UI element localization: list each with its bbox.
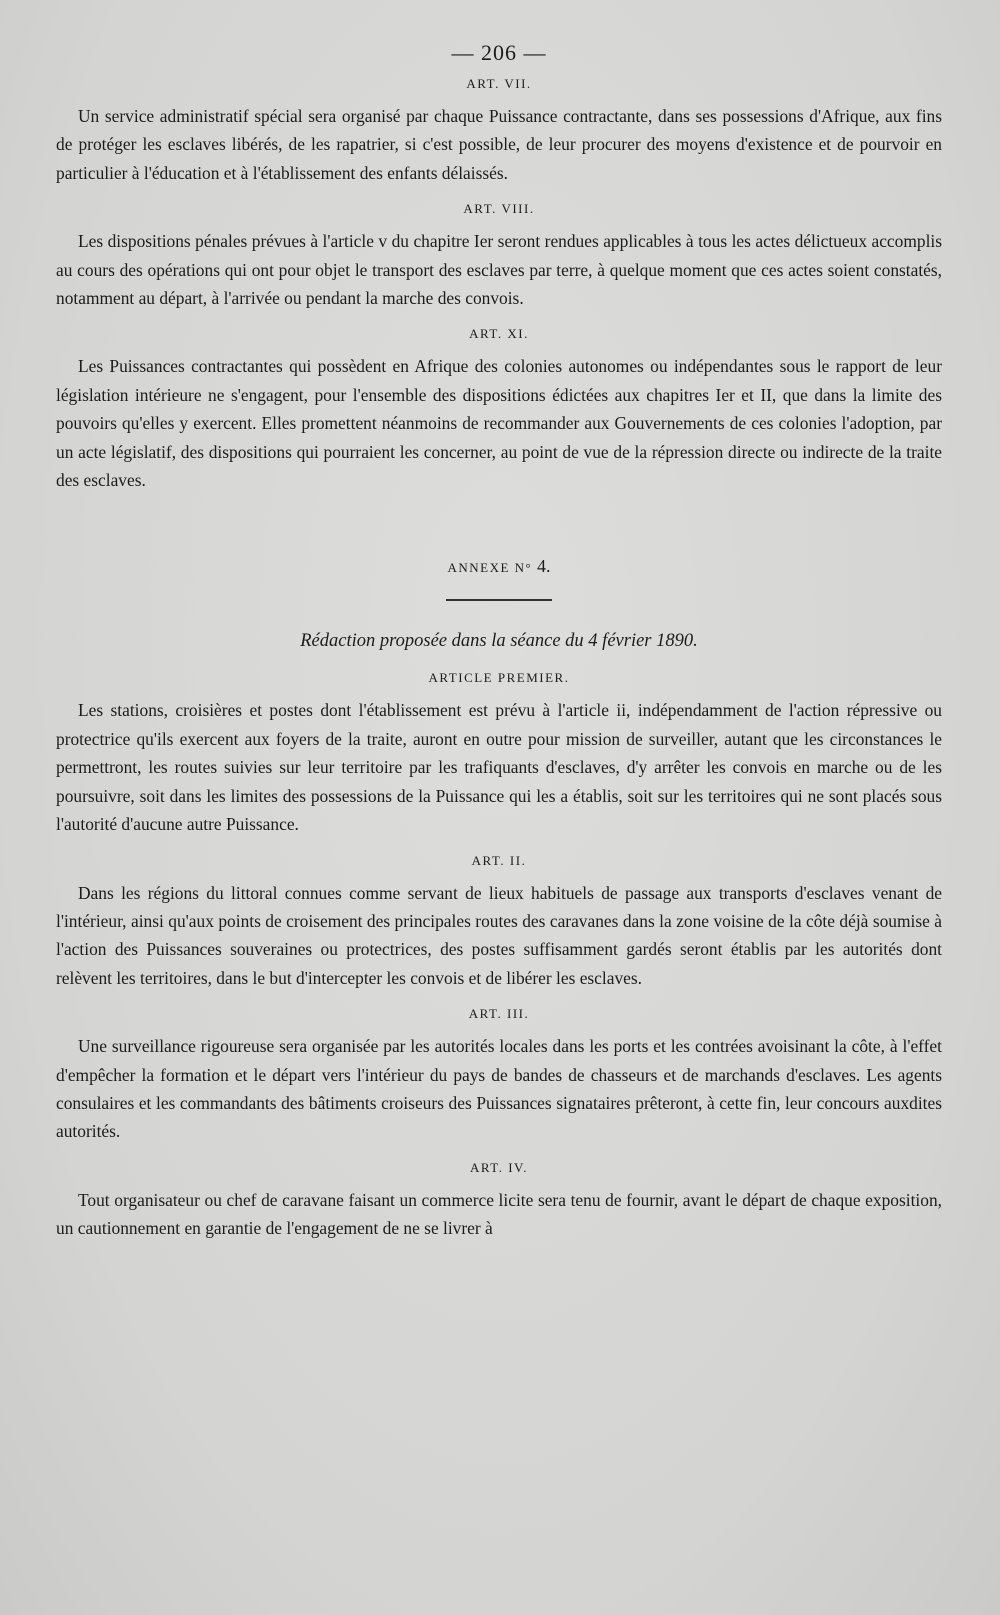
article-heading-iv: ART. IV. — [469, 1159, 529, 1175]
article-heading-ii: ART. II. — [471, 852, 527, 868]
annexe-label: ANNEXE N° — [447, 560, 533, 576]
redaction-title: Rédaction proposée dans la séance du 4 février 1890. — [300, 631, 698, 652]
articles-bottom — [56, 670, 942, 1242]
article-heading-xi: ART. XI. — [469, 326, 529, 342]
article-text-vii: Un service administratif spécial sera organisé par chaque Puissance contractante, dans ses possessions d'Afrique, aux fins de protéger les esclaves libérés, de les rapatrier, si c'est possible, de leur procurer des moyens d'existence et de pourvoir en particulier à l'éducation et à l'établissement des enfants délaissés. — [56, 106, 942, 183]
article-heading-premier: ARTICLE PREMIER. — [428, 670, 570, 686]
article-heading-iii: ART. III. — [468, 1006, 530, 1022]
annexe-heading — [56, 556, 942, 577]
article-text-premier: Les stations, croisières et postes dont l'établissement est prévu à l'article ii, indépendamment de l'action répressive ou protectrice qu'ils exercent aux foyers de la traite, auront en outre pour mission de surveiller, autant que les circonstances le permettront, les routes suivies sur leur territoire par les trafiquants d'esclaves, d'y arrêter les convois en marche ou de les poursuivre, soit dans les limites des possessions de la Puissance qui les a établis, soit sur les territoires qui ne sont placés sous l'autorité d'aucune autre Puissance. — [56, 700, 942, 835]
annexe-number: 4. — [537, 556, 551, 577]
article-heading-viii: ART. VIII. — [463, 201, 535, 217]
article-heading-vii: ART. VII. — [466, 76, 532, 91]
articles-top — [56, 76, 942, 494]
page-number: — 206 — — [451, 40, 547, 65]
article-text-iv: Tout organisateur ou chef de caravane faisant un commerce licite sera tenu de fournir, avant le départ de chaque exposition, un cautionnement en garantie de l'engagement de ne se livrer à — [56, 1189, 942, 1239]
article-text-ii: Dans les régions du littoral connues comme servant de lieux habituels de passage aux transports d'esclaves venant de l'intérieur, ainsi qu'aux points de croisement des principales routes des caravanes dans la zone voisine de la côte déjà soumise à l'action des Puissances souveraines ou protectrices, des postes suffisamment gardés seront établis par les autorités dont relèvent les territoires, dans le but d'intercepter les convois et de libérer les esclaves. — [56, 882, 942, 988]
article-text-xi: Les Puissances contractantes qui possèdent en Afrique des colonies autonomes ou indépendantes sous le rapport de leur législation intérieure ne s'engagent, pour l'ensemble des dispositions édictées aux chapitres Ier et II, que dans la limite des pouvoirs qu'elles y exercent. Elles promettent néanmoins de recommander aux Gouvernements de ces colonies l'adoption, par un acte législatif, des dispositions qui pourraient les concerner, au point de vue de la répression directe ou indirecte de la traite des esclaves. — [56, 356, 942, 491]
article-text-iii: Une surveillance rigoureuse sera organisée par les autorités locales dans les ports et les contrées avoisinant la côte, à l'effet d'empêcher la formation et le départ vers l'intérieur du pays de bandes de chasseurs et de marchands d'esclaves. Les agents consulaires et les commandants des bâtiments croiseurs des Puissances signataires prêteront, à cette fin, leur concours auxdites autorités. — [56, 1036, 942, 1142]
separator-rule — [446, 599, 552, 601]
article-text-viii: Les dispositions pénales prévues à l'article v du chapitre Ier seront rendues applicables à tous les actes délictueux accomplis au cours des opérations qui ont pour objet le transport des esclaves par terre, à quelque moment que ces actes soient constatés, notamment au départ, à l'arrivée ou pendant la marche des convois. — [56, 231, 942, 309]
